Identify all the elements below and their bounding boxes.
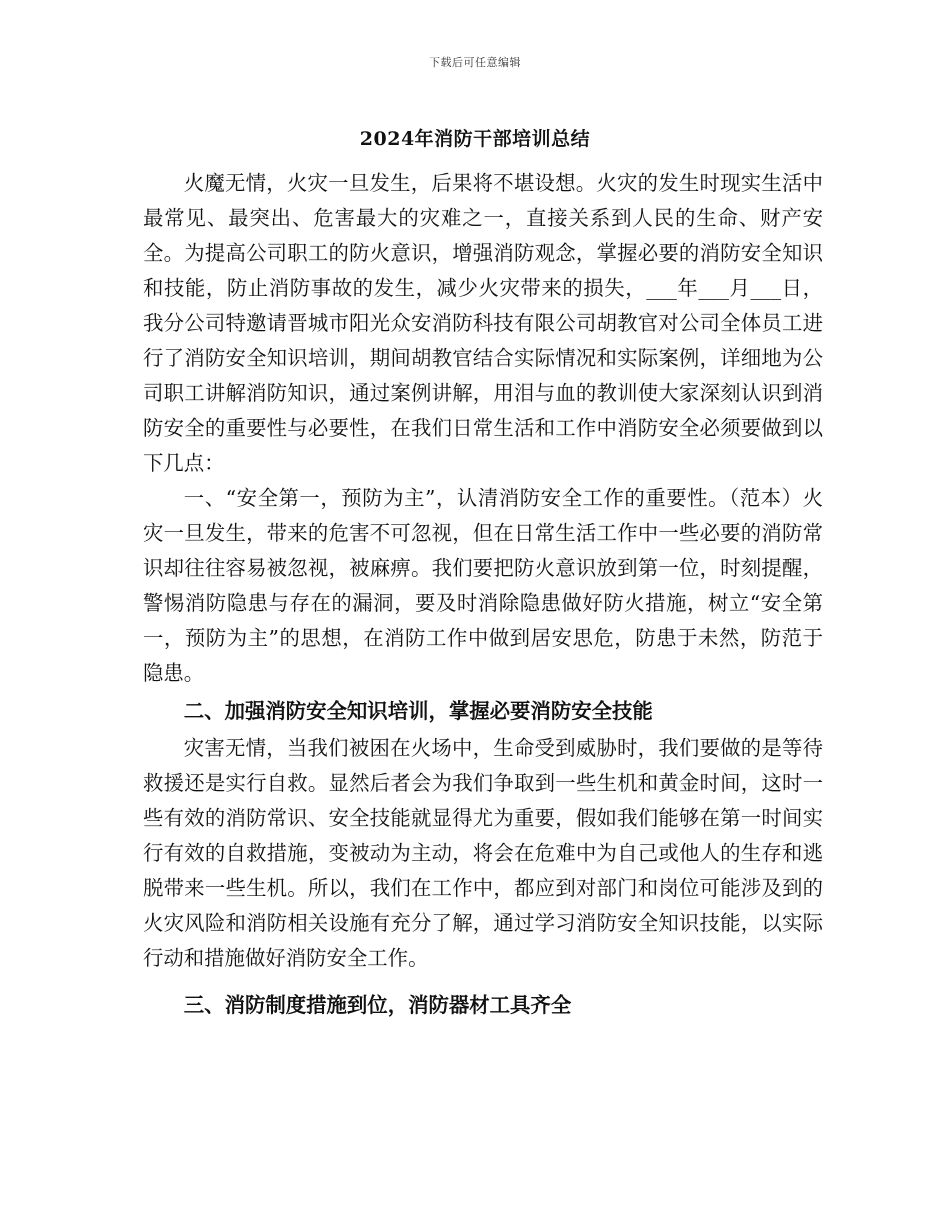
- document-title: 2024年消防干部培训总结: [359, 128, 591, 150]
- section-3-heading: 三、消防制度措施到位，消防器材工具齐全: [183, 993, 572, 1017]
- header-note: 下载后可任意编辑: [429, 56, 521, 69]
- document-body: [143, 166, 823, 1025]
- section-2-heading: 二、加强消防安全知识培训，掌握必要消防安全技能: [183, 699, 653, 723]
- section-2-paragraph: 灾害无情，当我们被困在火场中，生命受到威胁时，我们要做的是等待救援还是实行自救。显然后者会为我们争取到一些生机和黄金时间，这时一些有效的消防常识、安全技能就显得尤为重要，假如我们能够在第一时间实行有效的自救措施，变被动为主动，将会在危难中为自己或他人的生存和逃脱带来一些生机。所以，我们在工作中，都应到对部门和岗位可能涉及到的火灾风险和消防相关设施有充分了解，通过学习消防安全知识技能，以实际行动和措施做好消防安全工作。: [143, 736, 823, 970]
- section-1-paragraph: 一、“安全第一，预防为主”，认清消防安全工作的重要性。（范本）火灾一旦发生，带来的危害不可忽视，但在日常生活工作中一些必要的消防常识却往往容易被忽视，被麻痹。我们要把防火意识放到第一位，时刻提醒，警惕消防隐患与存在的漏洞，要及时消除隐患做好防火措施，树立“安全第一，预防为主”的思想，在消防工作中做到居安思危，防患于未然，防范于隐患。: [143, 486, 823, 685]
- intro-paragraph: 火魔无情，火灾一旦发生，后果将不堪设想。火灾的发生时现实生活中最常见、最突出、危害最大的灾难之一，直接关系到人民的生命、财产安全。为提高公司职工的防火意识，增强消防观念，掌握必要的消防安全知识和技能，防止消防事故的发生，减少火灾带来的损失，___年___月___日，我分公司特邀请晋城市阳光众安消防科技有限公司胡教官对公司全体员工进行了消防安全知识培训，期间胡教官结合实际情况和实际案例，详细地为公司职工讲解消防知识，通过案例讲解，用泪与血的教训使大家深刻认识到消防安全的重要性与必要性，在我们日常生活和工作中消防安全必须要做到以下几点：: [143, 171, 823, 475]
